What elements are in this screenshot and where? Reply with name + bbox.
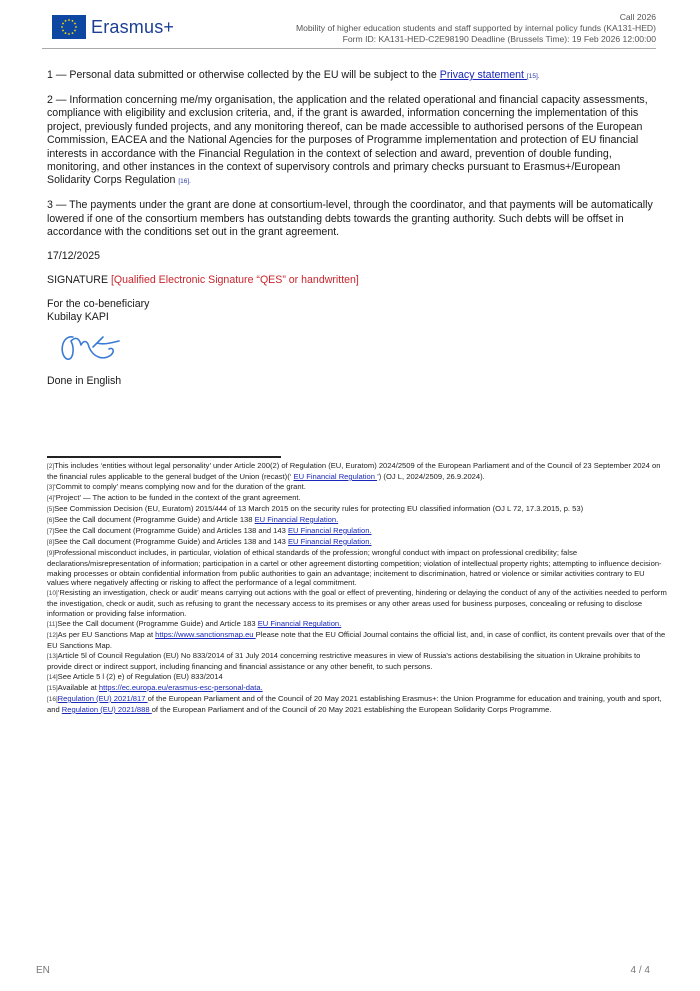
footnote-item [47, 526, 667, 537]
footnote-number: [6] [47, 516, 55, 524]
footnote-text: As per EU Sanctions Map at [57, 630, 156, 640]
footnote-link[interactable]: Regulation (EU) 2021/888 [61, 704, 152, 714]
footnote-item [47, 694, 667, 715]
declaration-item-3: 3 — The payments under the grant are done at consortium-level, through the coordinator, and that payments will be automatically lowered if one of the consortium members has outstanding debts towards the granting authority. Such debts will be offset in accordance with the conditions set out in the grant agreement. [47, 199, 653, 239]
footnote-number: [10] [47, 590, 58, 598]
footnote-ref-16[interactable]: [16]. [178, 178, 191, 186]
footnote-number: [16] [47, 695, 58, 703]
footnote-number: [4] [47, 494, 55, 502]
footnote-number: [9] [47, 549, 55, 557]
footnote-number: [2] [47, 463, 55, 470]
footnote-text: See the Call document (Programme Guide) and Articles 138 and 143 [54, 536, 288, 546]
signer-name: Kubilay KAPI [47, 311, 109, 324]
footnote-divider [47, 456, 281, 458]
footnote-text: See the Call document (Programme Guide) and Article 183 [57, 619, 258, 629]
footnote-text: ‘Project’ — The action to be funded in the context of the grant agreement. [54, 492, 301, 502]
declaration-item-1: 1 — Personal data submitted or otherwise collected by the EU will be subject to the Privacy statement [15]. [47, 69, 540, 81]
footnote-number: [12] [47, 632, 58, 640]
footnotes [47, 461, 667, 715]
footnote-ref-15[interactable]: [15]. [526, 73, 540, 80]
declaration-item-2: 2 — Information concerning me/my organisation, the application and the related operational and financial capacity assessments, compliance with eligibility and exclusion criteria, and, if the grant is awarded, information concerning the implementation of this project, previously funded projects, and any monitoring thereof, can be made accessible to authorised persons of the European Commission, EACEA and the National Agencies for the purposes of Programme implementation and protection of EU financial interests in accordance with the Financial Regulation in the context of selection and award, prevention of double funding, monitoring, and other instances in the context of supervisory controls and primary checks pursuant to Erasmus+/European Solidarity Corps Regulation [16]. [47, 93, 648, 187]
footnote-number: [3] [47, 483, 55, 491]
erasmus-logo [52, 15, 174, 39]
footnote-link[interactable]: EU Financial Regulation. [287, 525, 372, 535]
signature-line [47, 274, 657, 287]
footnote-item [47, 672, 667, 683]
footnote-text: Please note that the EU Official Journal contains the official list, and, in case of conflict, its content prevails over that of the EU Sanctions Map. [47, 630, 666, 651]
signature-date: 17/12/2025 [47, 249, 101, 262]
call-info [296, 12, 656, 46]
footnote-link[interactable]: EU Financial Regulation. [257, 619, 342, 629]
footnote-item [47, 504, 667, 515]
beneficiary-role: For the co-beneficiary [47, 297, 150, 310]
footnote-text: This includes ‘entities without legal personality’ under Article 200(2) of Regulation (EU, Euratom) 2024/2509 of the European Parliament and of the Council of 23 September 2024 on the financial rules applicable to the general budget of the Union (recast)(‘ [47, 461, 661, 481]
footnote-link[interactable]: EU Financial Regulation. [287, 536, 372, 546]
footnote-text: See the Call document (Programme Guide) and Article 138 [54, 514, 255, 524]
footnote-item [47, 651, 667, 672]
footnote-number: [7] [47, 527, 55, 535]
handwritten-signature [53, 327, 133, 367]
footnote-item [47, 515, 667, 526]
footnote-link[interactable]: EU Financial Regulation [293, 471, 378, 481]
call-year: Call 2026 [619, 12, 656, 22]
footnote-item [47, 630, 667, 651]
header-divider [42, 48, 656, 49]
footnote-item [47, 588, 667, 619]
signature-hint: [Qualified Electronic Signature “QES” or handwritten] [110, 273, 359, 286]
footnote-text: ’) (OJ L, 2024/2509, 26.9.2024). [377, 471, 485, 481]
eu-flag-icon [52, 15, 86, 39]
footnote-link[interactable]: EU Financial Regulation. [254, 514, 339, 524]
footnote-number: [5] [47, 505, 55, 513]
footnote-text: Available at [57, 683, 99, 693]
footnote-item [47, 683, 667, 694]
form-id-deadline: Form ID: KA131-HED-C2E98190 Deadline (Brussels Time): 19 Feb 2026 12:00:00 [342, 34, 656, 45]
footnote-text: Article 5l of Council Regulation (EU) No 833/2014 of 31 July 2014 concerning restrictive measures in view of Russia's actions destabilising the situation in Ukraine prohibits to provide direct or indirect support, including financing and financial assistance or any other benefit, to such persons. [47, 651, 641, 672]
footnote-number: [13] [47, 653, 58, 661]
footer-language: EN [36, 965, 50, 976]
footnote-number: [14] [47, 674, 58, 682]
footnote-text: See Commission Decision (EU, Euratom) 2015/444 of 13 March 2015 on the security rules for protecting EU classified information (OJ L 72, 17.3.2015, p. 53) [54, 503, 584, 513]
footnote-item [47, 461, 667, 482]
footnote-text: See Article 5 l (2) e) of Regulation (EU) 833/2014 [57, 672, 223, 682]
programme-title: Mobility of higher education students and staff supported by internal policy funds (KA131-HED) [295, 23, 656, 34]
footnote-item [47, 493, 667, 504]
footnote-link[interactable]: Regulation (EU) 2021/817 [57, 693, 148, 703]
footnote-text: ‘Resisting an investigation, check or audit’ means carrying out actions with the goal or effect of preventing, hindering or delaying the conduct of any of the activities needed to perform the investigation, check or audit, such as refusing to grant the necessary access to its premises or any other areas used for business purposes, concealing or refusing to disclose information or providing false information. [47, 588, 667, 619]
footnote-text: of the European Parliament and of the Council of 20 May 2021 establishing Erasmus+: the Union Programme for education and training, youth and sport, and [47, 693, 662, 714]
footnote-item [47, 619, 667, 630]
footnote-item [47, 482, 667, 493]
footnote-item [47, 548, 667, 589]
footnote-text: See the Call document (Programme Guide) and Articles 138 and 143 [54, 525, 288, 535]
footnote-link[interactable]: https://www.sanctionsmap.eu [155, 630, 256, 640]
footnote-link[interactable]: https://ec.europa.eu/erasmus-esc-personal-data. [98, 683, 263, 693]
declaration-body [47, 69, 657, 388]
footnote-text: Professional misconduct includes, in particular, violation of ethical standards of the profession; wrongful conduct with impact on professional credibility; false declarations/misrepresentation of information; participation in a cartel or other agreement distorting competition; violation of intellectual property rights; attempting to influence decision-making processes or obtain confidential information from public authorities to gain an advantage; incitement to discrimination, hatred or violence or similar activities contrary to EU values where negatively affecting or risking to affect the performance of a legal commitment. [47, 547, 662, 588]
language-statement: Done in English [47, 374, 122, 387]
footnote-text: ‘Commit to comply’ means complying now and for the duration of the grant. [54, 481, 306, 491]
footnote-number: [8] [47, 538, 55, 546]
page-header [0, 0, 700, 46]
footnote-item [47, 537, 667, 548]
footnote-number: [15] [47, 685, 58, 693]
brand-name: Erasmus+ [91, 16, 175, 37]
privacy-statement-link[interactable]: Privacy statement [439, 69, 527, 81]
footnote-number: [11] [47, 621, 58, 629]
footnote-text: of the European Parliament and of the Council of 20 May 2021 establishing the European Solidarity Corps Programme. [151, 704, 552, 714]
page-number: 4 / 4 [630, 965, 650, 976]
signature-label: SIGNATURE [47, 273, 111, 286]
